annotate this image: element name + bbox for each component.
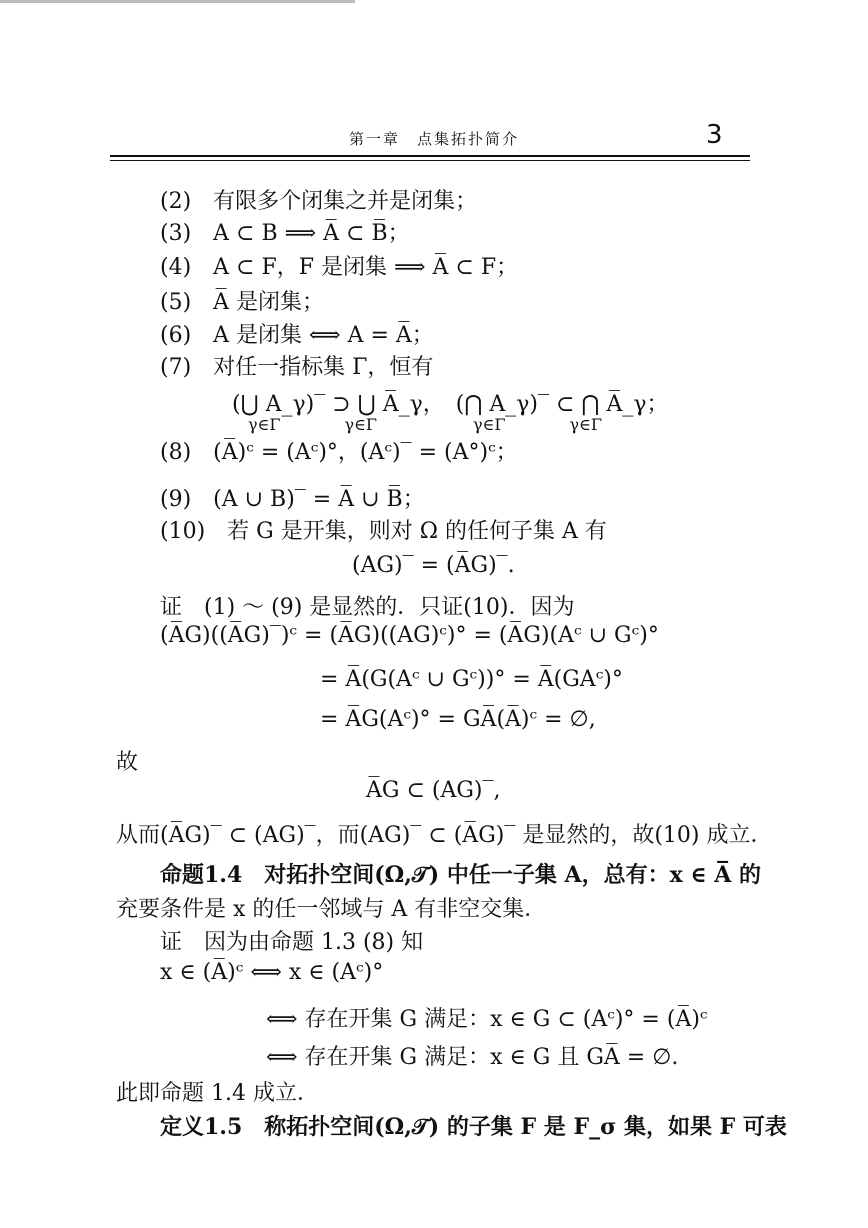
list-item: (10) 若 G 是开集，则对 Ω 的任何子集 A 有 — [160, 519, 607, 544]
scan-edge-line — [0, 0, 355, 3]
proof-line: 证 (1) ～ (9) 是显然的．只证(10)．因为 — [160, 595, 575, 620]
header-rule-thin — [110, 160, 750, 161]
closure-union-formula: (⋃ A_γ)‾ ⊃ ⋃ A̅_γ， (⋂ A_γ)‾ ⊂ ⋂ A̅_γ； — [232, 392, 669, 417]
definition-1-5: 定义1.5 称拓扑空间(Ω,𝒯) 的子集 F 是 F_σ 集，如果 F 可表 — [160, 1114, 787, 1140]
proposition-end: 此即命题 1.4 成立． — [116, 1081, 319, 1106]
proposition-text: 充要条件是 x 的任一邻域与 A 有非空交集． — [116, 897, 547, 922]
proof-line: ⟺ 存在开集 G 满足：x ∈ G ⊂ (Aᶜ)° = (A̅)ᶜ — [266, 1007, 708, 1032]
proof-line: = A̅G(Aᶜ)° = GA̅(A̅)ᶜ = ∅, — [320, 707, 596, 732]
list-item: (2) 有限多个闭集之并是闭集； — [160, 189, 478, 214]
list-item: (9) (A ∪ B)‾ = A̅ ∪ B̅； — [160, 487, 425, 512]
page-number: 3 — [706, 120, 723, 150]
list-item: (8) (A̅)ᶜ = (Aᶜ)°，(Aᶜ)‾ = (A°)ᶜ； — [160, 440, 518, 465]
list-item: (3) A ⊂ B ⟹ A̅ ⊂ B̅； — [160, 221, 410, 246]
display-formula: (AG)‾ = (A̅G)‾. — [352, 553, 515, 578]
list-item: (6) A 是闭集 ⟺ A = A̅； — [160, 323, 434, 348]
list-item: (7) 对任一指标集 Γ，恒有 — [160, 355, 434, 380]
proof-line: ⟺ 存在开集 G 满足：x ∈ G 且 GA̅ = ∅. — [266, 1045, 679, 1070]
proposition-1-4: 命题1.4 对拓扑空间(Ω,𝒯) 中任一子集 A，总有：x ∈ A̅ 的 — [160, 862, 762, 888]
proof-line: x ∈ (A̅)ᶜ ⟺ x ∈ (Aᶜ)° — [160, 960, 384, 985]
conclusion-line: 从而(A̅G)‾ ⊂ (AG)‾，而(AG)‾ ⊂ (A̅G)‾ 是显然的，故(10) 成立． — [116, 823, 773, 848]
formula-subscripts: γ∈Γ γ∈Γ γ∈Γ γ∈Γ — [248, 415, 603, 434]
list-item: (4) A ⊂ F，F 是闭集 ⟹ A̅ ⊂ F； — [160, 255, 519, 280]
running-header: 第一章 点集拓扑简介 — [348, 130, 519, 148]
proof-line: 证 因为由命题 1.3 (8) 知 — [160, 930, 424, 955]
hence-word: 故 — [116, 750, 139, 775]
proof-line: = A̅(G(Aᶜ ∪ Gᶜ))° = A̅(GAᶜ)° — [320, 667, 623, 692]
display-formula: A̅G ⊂ (AG)‾, — [366, 778, 501, 803]
list-item: (5) A̅ 是闭集； — [160, 290, 325, 315]
header-rule-thick — [110, 155, 750, 157]
proof-line: (A̅G)((A̅G)‾)ᶜ = (A̅G)((AG)ᶜ)° = (A̅G)(Aᶜ ∪ Gᶜ)° — [160, 623, 659, 648]
